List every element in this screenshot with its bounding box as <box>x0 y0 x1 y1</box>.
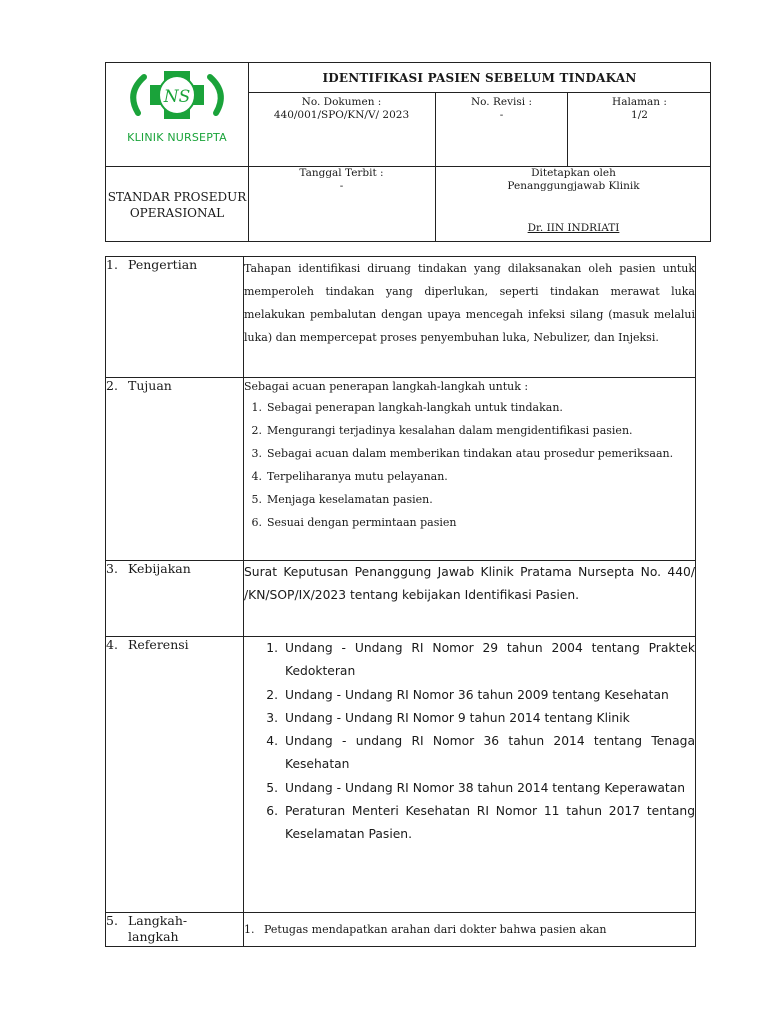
item-text: Menjaga keselamatan pasien. <box>267 493 433 506</box>
clinic-logo <box>106 63 248 165</box>
tujuan-intro: Sebagai acuan penerapan langkah-langkah untuk : <box>244 380 529 393</box>
page-cell <box>568 96 711 122</box>
item-number: 2. <box>266 687 278 702</box>
sop-title: STANDAR PROSEDUR OPERASIONAL <box>107 189 247 220</box>
referensi-list <box>244 637 695 847</box>
section-row-pengertian <box>106 257 696 378</box>
item-text: Undang - Undang RI Nomor 38 tahun 2014 tentang Keperawatan <box>285 780 686 795</box>
item-number: 1. <box>244 923 255 936</box>
logo-monogram: NS <box>163 87 191 107</box>
item-text: Sebagai penerapan langkah-langkah untuk tindakan. <box>267 401 563 414</box>
list-item <box>244 637 695 684</box>
item-number: 6. <box>266 804 278 819</box>
page-label: Halaman : <box>612 96 667 108</box>
section-number: 4. <box>106 637 118 652</box>
section-number: 3. <box>106 561 118 576</box>
issue-date-cell <box>248 167 435 193</box>
approval-cell <box>436 167 711 193</box>
approval-label: Ditetapkan oleh <box>531 167 616 179</box>
document-title: IDENTIFIKASI PASIEN SEBELUM TINDAKAN <box>322 71 637 85</box>
section-label-cell <box>106 378 244 561</box>
item-text: Sebagai acuan dalam memberikan tindakan atau prosedur pemeriksaan. <box>267 447 674 460</box>
section-label-cell <box>106 561 244 637</box>
list-item <box>244 465 695 488</box>
list-item <box>244 777 695 800</box>
section-row-tujuan <box>106 378 696 561</box>
section-label-cell <box>106 637 244 913</box>
section-label: Referensi <box>128 637 189 652</box>
item-text: Undang - Undang RI Nomor 29 tahun 2004 tentang Praktek Kedokteran <box>285 641 695 679</box>
section-row-langkah <box>106 913 696 947</box>
list-item <box>244 488 695 511</box>
pengertian-text: Tahapan identifikasi diruang tindakan yang dilaksanakan oleh pasien untuk memperoleh tindakan yang diperlukan, seperti tindakan merawat luka melakukan pembalutan dengan upaya mencegah infeksi silang (masuk melalui luka) dan mempercepat proses penyembuhan luka, Nebulizer, dan Injeksi. <box>244 262 695 344</box>
approval-role: Penanggungjawab Klinik <box>507 180 640 192</box>
doc-number-cell <box>248 96 435 122</box>
item-text: Peraturan Menteri Kesehatan RI Nomor 11 tahun 2017 tentang Keselamatan Pasien. <box>285 804 695 842</box>
section-number: 2. <box>106 378 118 393</box>
section-label-cell <box>106 257 244 378</box>
item-number: 4. <box>251 470 262 483</box>
revision-cell <box>436 96 567 122</box>
logo-text: KLINIK NURSEPTA <box>127 131 227 144</box>
list-item <box>244 800 695 847</box>
item-number: 3. <box>251 447 262 460</box>
list-item <box>244 511 695 534</box>
section-label: Kebijakan <box>128 561 191 576</box>
item-text: Undang - Undang RI Nomor 36 tahun 2009 tentang Kesehatan <box>285 687 669 702</box>
section-label: Pengertian <box>128 257 198 272</box>
item-text: Sesuai dengan permintaan pasien <box>267 516 457 529</box>
item-number: 2. <box>251 424 262 437</box>
list-item <box>244 921 695 939</box>
list-item <box>244 707 695 730</box>
item-text: Terpeliharanya mutu pelayanan. <box>267 470 448 483</box>
revision-value: - <box>499 109 504 121</box>
section-number: 5. <box>106 913 118 928</box>
section-body <box>244 561 696 637</box>
signatory-name: Dr. IIN INDRIATI <box>527 222 620 234</box>
section-label-cell <box>106 913 244 947</box>
page-value: 1/2 <box>631 109 648 121</box>
issue-date-label: Tanggal Terbit : <box>299 167 384 179</box>
list-item <box>244 684 695 707</box>
section-body <box>244 913 696 947</box>
item-number: 1. <box>251 401 262 414</box>
section-body <box>244 378 696 561</box>
sop-table <box>105 256 696 947</box>
item-text: Undang - Undang RI Nomor 9 tahun 2014 tentang Klinik <box>285 710 630 725</box>
tujuan-list <box>244 396 695 534</box>
section-number: 1. <box>106 257 118 272</box>
revision-label: No. Revisi : <box>470 96 533 108</box>
issue-date-value: - <box>339 180 344 192</box>
item-number: 5. <box>266 780 278 795</box>
langkah-list <box>244 921 695 939</box>
doc-number-value: 440/001/SPO/KN/V/ 2023 <box>273 109 410 121</box>
section-body <box>244 637 696 913</box>
item-number: 6. <box>251 516 262 529</box>
clinic-logo-emblem <box>106 63 248 133</box>
section-label: Langkah-langkah <box>128 913 188 944</box>
item-number: 4. <box>266 734 278 749</box>
section-body <box>244 257 696 378</box>
list-item <box>244 419 695 442</box>
list-item <box>244 396 695 419</box>
item-text: Mengurangi terjadinya kesalahan dalam mengidentifikasi pasien. <box>267 424 633 437</box>
kebijakan-text: Surat Keputusan Penanggung Jawab Klinik Pratama Nursepta No. 440/ /KN/SOP/IX/2023 tentang kebijakan Identifikasi Pasien. <box>244 565 695 602</box>
list-item <box>244 442 695 465</box>
section-row-kebijakan <box>106 561 696 637</box>
item-text: Undang - undang RI Nomor 36 tahun 2014 tentang Tenaga Kesehatan <box>285 734 695 772</box>
item-number: 3. <box>266 710 278 725</box>
section-label: Tujuan <box>128 378 172 393</box>
item-text: Petugas mendapatkan arahan dari dokter bahwa pasien akan <box>264 923 607 936</box>
doc-number-label: No. Dokumen : <box>301 96 382 108</box>
sop-content <box>105 256 696 947</box>
item-number: 1. <box>266 641 278 655</box>
document-header <box>105 62 711 242</box>
section-row-referensi <box>106 637 696 913</box>
list-item <box>244 730 695 777</box>
item-number: 5. <box>251 493 262 506</box>
